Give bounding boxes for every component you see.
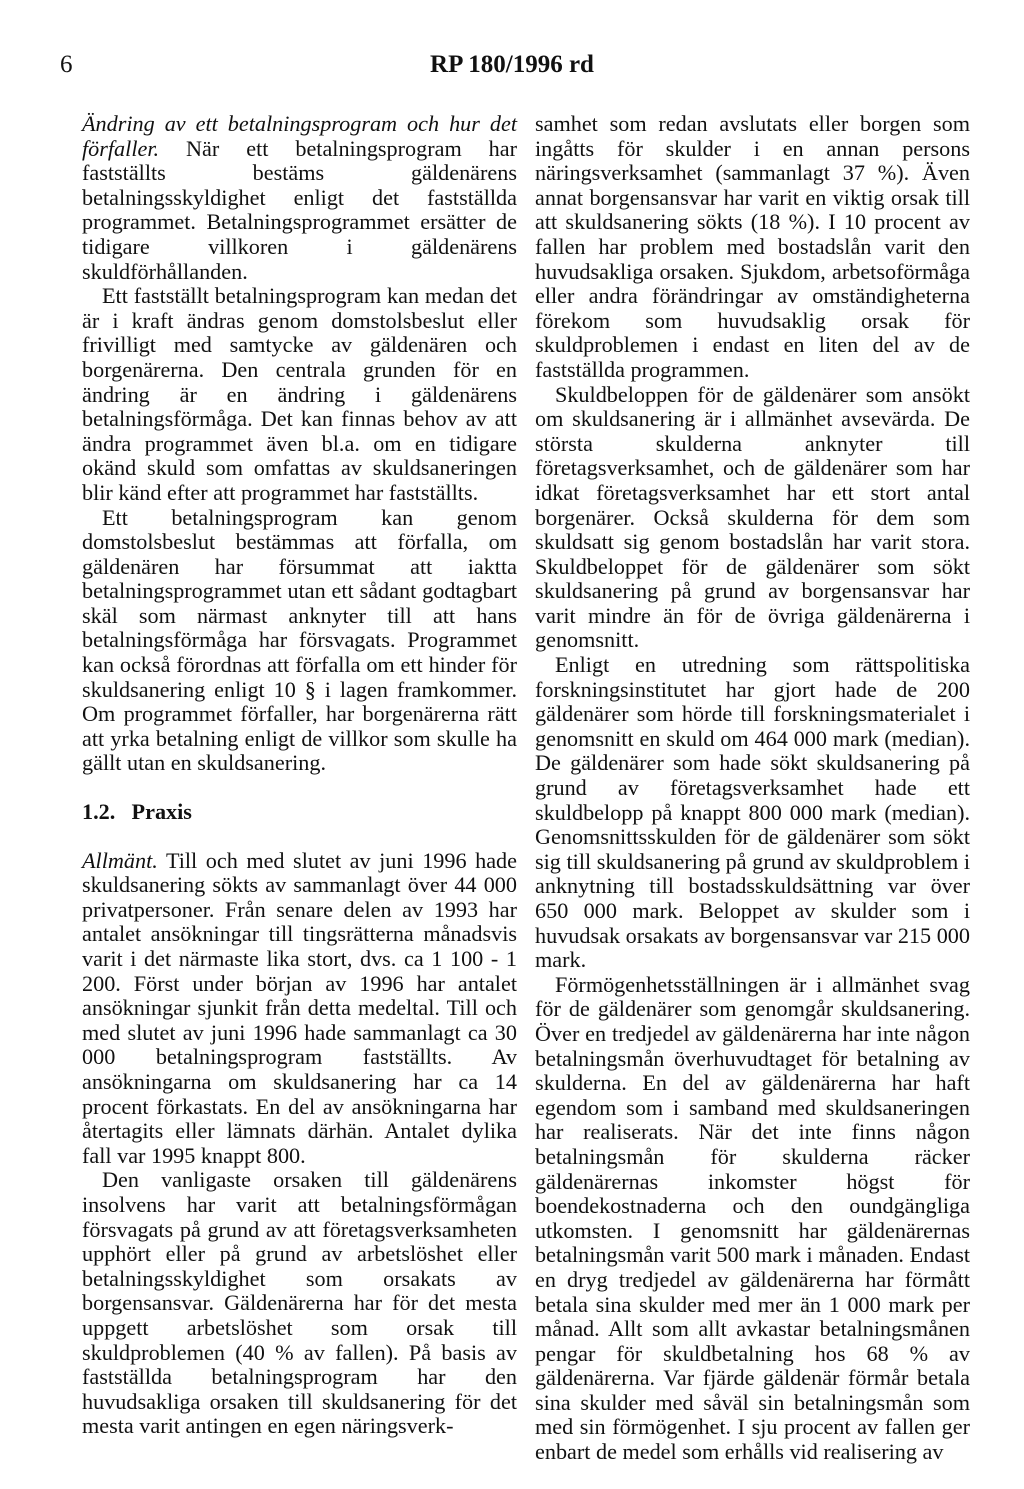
paragraph-debt-amounts: Skuldbeloppen för de gäldenärer som ansökt om skuldsanering är i allmänhet avsevärda. De största skulderna anknyter till företagsverksamhet, och de gäldenärer som har idkat företagsverksamhet har ett stort antal borgenärer. Också skulderna för dem som skuldsatt sig genom bostadslån har varit stora. Skuldbeloppet för de gäldenärer som sökt skuldsanering på grund av borgensansvar har varit mindre än för de övriga gäldenärerna i genomsnitt. [535,381,970,653]
section-heading [82,800,517,825]
paragraph-general [82,849,517,1169]
paragraph-assets: Förmögenhetsställningen är i allmänhet svag för de gäldenärer som genomgår skuldsanering. Över en tredjedel av gäldenärerna har inte någon betalningsmån överhuvudtaget för betalning av skulderna. En del av gäldenärerna har haft egendom som i samband med skuldsaneringen har realiserats. När det inte finns någon betalningsmån för skulderna räcker gäldenärernas inkomster högst för boendekostnaderna och den oundgängliga utkomsten. I genomsnitt har gäldenärernas betalningsmån varit 500 mark i månaden. Endast en dryg tredjedel av gäldenärerna har förmått betala sina skulder med mer än 1 000 mark per månad. Allt som allt avkastar betalningsmånen pengar för skuldbetalning hos 68 % av gäldenärerna. Var fjärde gäldenär förmår betala sina skulder med såväl sin betalningsmån som med sin förmögenhet. I sju procent av fallen ger enbart de medel som erhålls vid realisering av [535,971,970,1465]
paragraph-survey: Enligt en utredning som rättspolitiska forskningsinstitutet har gjort hade de 200 gäldenärer som hörde till forskningsmaterialet i genomsnitt en skuld om 464 000 mark (median). De gäldenärer som hade sökt skuldsanering på grund av företagsverksamhet hade ett skuldbelopp på knappt 800 000 mark (median). Genomsnittsskulden för de gäldenärer som sökt sig till skuldsanering på grund av skuldproblem i anknytning till bostadsskuldsättning var över 650 000 mark. Beloppet av skulder som i huvudsak orsakats av borgensansvar var 215 000 mark. [535,652,970,973]
left-column [82,112,517,1439]
paragraph-modification: Ett fastställt betalningsprogram kan medan det är i kraft ändras genom domstolsbeslut eller frivilligt med samtycke av gäldenären och borgenärerna. Den centrala grunden för en ändring är en ändring i gäldenärens betalningsförmåga. Det kan finnas behov av att ändra programmet även bl.a. om en tidigare okänd skuld som omfattas av skuldsaneringen blir känd efter att programmet har fastställts. [82,283,517,505]
paragraph-lead-italic: Ändring av ett betalningsprogram och hur det förfaller. [82,111,517,161]
paragraph-causes: Den vanligaste orsaken till gäldenärens insolvens har varit att betalningsförmågan försvagats på grund av att företagsverksamheten upphört eller på grund av arbetslöshet eller betalningsskyldighet som orsakats av borgensansvar. Gäldenärerna har för det mesta uppgett arbetslöshet som orsak till skuldproblemen (40 % av fallen). På basis av fastställda betalningsprogram har den huvudsakliga orsaken till skuldsanering för det mesta varit antingen en egen näringsverk- [82,1167,517,1439]
paragraph-lead-italic: Allmänt. [82,847,158,873]
section-title: Praxis [131,799,192,825]
paragraph-amendment [82,112,517,284]
paragraph-text: Till och med slutet av juni 1996 hade skuldsanering sökts av sammanlagt över 44 000 privatpersoner. Från senare delen av 1993 har antalet ansökningar till tingsrätterna månadsvis varit i det närmaste lika stort, dvs. ca 1 100 - 1 200. Först under början av 1996 har antalet ansökningar sjunkit från detta medeltal. Till och med slutet av juni 1996 hade sammanlagt ca 30 000 betalningsprogram fastställts. Av ansökningarna om skuldsanering har ca 14 procent förkastats. En del av ansökningarna har återtagits eller lämnats därhän. Antalet dylika fall var 1995 knappt 800. [82,847,517,1168]
paragraph-continued: samhet som redan avslutats eller borgen som ingåtts för skulder i en annan persons näringsverksamhet (sammanlagt 37 %). Även annat borgensansvar har varit en viktig orsak till att skuldsanering sökts (18 %). I 10 procent av fallen har problem med bostadslån varit den huvudsakliga orsaken. Sjukdom, arbetsoförmåga eller andra förändringar av omständigheterna förekom som huvudsaklig orsak för skuldproblemen i endast en liten del av de fastställda programmen. [535,111,970,382]
right-column [535,112,970,1465]
running-title: RP 180/1996 rd [430,51,594,78]
section-number: 1.2. [82,799,116,825]
paragraph-lapse: Ett betalningsprogram kan genom domstolsbeslut bestämmas att förfalla, om gäldenären har försummat att iaktta betalningsprogrammet utan ett sådant godtagbart skäl som närmast anknyter till att hans betalningsförmåga har försvagats. Programmet kan också förordnas att förfalla om ett hinder för skuldsanering enligt 10 § i lagen framkommer. Om programmet förfaller, har borgenärerna rätt att yrka betalning enligt de villkor som skulle ha gällt utan en skuldsanering. [82,504,517,776]
page-number: 6 [60,51,73,78]
paragraph-text: När ett betalningsprogram har fastställts bestäms gäldenärens betalningsskyldighet enligt det fastställda programmet. Betalningsprogrammet ersätter de tidigare villkoren i gäldenärens skuldförhållanden. [82,135,517,284]
